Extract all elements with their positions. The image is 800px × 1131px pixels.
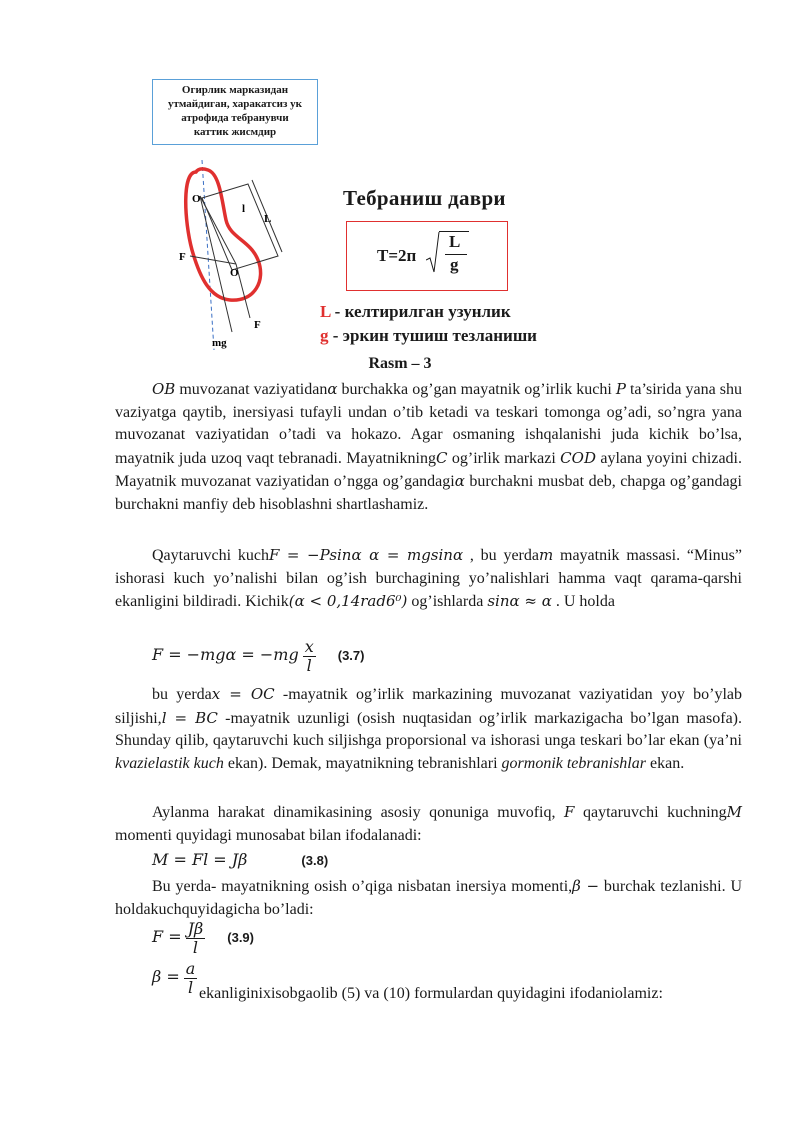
eq-lhs: F = xyxy=(152,927,182,947)
paragraph-4 xyxy=(115,801,742,847)
legend-text: - эркин тушиш тезланиши xyxy=(328,326,537,345)
eq-den: l xyxy=(306,656,312,675)
equation-number: (3.9) xyxy=(227,930,254,946)
text: . U holda xyxy=(551,593,615,610)
equation-number: (3.7) xyxy=(337,648,365,664)
italic-term: kvazielastik kuch xyxy=(115,754,224,772)
caption-line: атрофида тебранувчи xyxy=(181,112,289,124)
figure-number: Rasm – 3 xyxy=(368,355,432,372)
text: -mayatnik og’irlik markazining muvozanat vaziyatidan yoy bo’ylab siljishi, xyxy=(115,686,743,727)
vertical-axis xyxy=(202,160,214,350)
text: mayatnik massasi. “Minus” ishorasi kuch yo’nalishi bilan og’ish burchagining yo’nalishlari hamma vaqt qarama-qarshi ekanligini bildiradi. Kichik xyxy=(115,547,742,610)
text: og’ishlarda xyxy=(407,593,488,610)
label-o-top: O xyxy=(192,193,201,205)
paragraph-5 xyxy=(115,875,742,921)
figure-caption-box xyxy=(152,79,318,145)
force-mg-line xyxy=(200,196,232,332)
legend-text: - келтирилган узунлик xyxy=(330,302,511,321)
equation-3-9 xyxy=(152,920,254,957)
caption-line: Огирлик марказидан xyxy=(181,84,289,96)
paragraph-6 xyxy=(115,983,742,1006)
legend-g xyxy=(320,326,537,346)
eq-num: x xyxy=(304,637,314,656)
math-m: M xyxy=(726,803,742,821)
equation-3-7 xyxy=(152,638,364,675)
formula-lhs: T=2п xyxy=(377,246,417,265)
label-F-left: F xyxy=(179,251,186,263)
math-x-oc: x = OC xyxy=(211,685,275,703)
pendulum-rect xyxy=(202,184,278,270)
math-c: C xyxy=(435,448,448,467)
math-f: F xyxy=(564,803,575,821)
period-formula-box xyxy=(346,221,508,291)
text: ta’sirida yana shu vaziyatga qaytib, inersiyasi tufayli undan o’tib ketadi va teskari tomonga og’adi, so’ngra yana muvozanat vaziyatidan o’tadi va hokazo. Agar osmaning ishqalanishi juda kichik bo’lsa, mayatnik juda uzoq vaqt tebranadi. Mayatnikning xyxy=(115,381,743,467)
pendulum-body-outline xyxy=(186,169,261,300)
math-p: P xyxy=(615,380,626,398)
formula-numerator: L xyxy=(449,232,461,251)
eq-den: l xyxy=(192,938,198,957)
caption-line: каттик жисмдир xyxy=(193,126,277,138)
text: bu yerda xyxy=(152,686,212,703)
text: muvozanat vaziyatidan xyxy=(175,381,328,398)
legend-sym: L xyxy=(320,302,331,321)
italic-term: gormonik tebranishlar xyxy=(501,754,646,772)
text: burchakni musbat deb, chapga og’gandagi burchakni manfiy deb hisoblashni shartlashamiz. xyxy=(115,473,742,513)
text: aylana yoyini chizadi. Mayatnik muvozanat vaziyatidan o’ngga og’gandagi xyxy=(115,449,742,490)
label-L-big: L xyxy=(264,213,272,225)
text: momenti quyidagi munosabat bilan ifodalanadi: xyxy=(115,826,422,844)
paragraph-2 xyxy=(115,544,742,614)
paragraph-1 xyxy=(115,378,742,516)
math-m: m xyxy=(538,546,554,564)
legend-sym: g xyxy=(320,326,329,345)
eq-den: l xyxy=(187,978,194,997)
math-alpha: α xyxy=(327,380,338,398)
math-ob: OB xyxy=(152,380,176,398)
caption-line: утмайдиган, харакатсиз ук xyxy=(167,98,303,110)
label-l-small: l xyxy=(242,203,246,215)
text: qaytaruvchi kuchning xyxy=(574,804,727,821)
pendulum-diagram xyxy=(170,160,300,355)
math-force: F = −Psinα α = mgsinα xyxy=(268,546,464,564)
text: ekan). Demak, mayatnikning tebranishlari xyxy=(223,754,502,772)
math-alpha: α xyxy=(454,472,465,490)
label-o-mid: O xyxy=(230,267,239,279)
eq-lhs: β = xyxy=(152,967,180,987)
eq-lhs: F = −mgα = −mg xyxy=(152,645,299,665)
text: burchakka og’gan mayatnik og’irlik kuchi xyxy=(337,381,616,398)
period-title: Тебраниш даври xyxy=(343,186,506,210)
eq-fraction xyxy=(303,638,316,675)
text: og’irlik markazi xyxy=(447,449,561,467)
math-small-angle: (α < 0,14rad6⁰) xyxy=(288,592,408,610)
label-mg: mg xyxy=(212,337,227,349)
text: burchak tezlanishi. U holdakuchquyidagicha bo’ladi: xyxy=(115,878,743,918)
paragraph-3 xyxy=(115,683,742,775)
sqrt-sign xyxy=(426,230,440,274)
math-cod: COD xyxy=(560,448,596,467)
math-sin-approx: sinα ≈ α xyxy=(487,592,552,610)
eq-expr: M = Fl = Jβ xyxy=(152,850,248,869)
legend-L xyxy=(320,302,511,322)
eq-num: a xyxy=(185,959,196,978)
label-F-bottom: F xyxy=(254,319,261,331)
equation-number: (3.8) xyxy=(301,853,329,868)
eq-fraction xyxy=(186,920,206,957)
text: Qaytaruvchi kuch xyxy=(152,547,269,564)
text: ekanliginixisobgaolib (5) va (10) formulardan quyidagini ifodaniolamiz: xyxy=(199,985,663,1002)
equation-3-8 xyxy=(152,850,328,870)
text: Aylanma harakat dinamikasining asosiy qonuniga muvofiq, xyxy=(152,804,565,821)
eq-num: Jβ xyxy=(187,919,204,938)
math-l-bc: l = BC xyxy=(161,708,218,727)
math-beta: β − xyxy=(572,877,600,895)
formula-denominator: g xyxy=(450,255,459,274)
text: Bu yerda- mayatnikning osish o’qiga nisbatan inersiya momenti, xyxy=(152,878,573,895)
text: , bu yerda xyxy=(463,547,539,564)
text: -mayatnik uzunligi (osish nuqtasidan og’irlik markazigacha bo’lgan masofa). Shunday qilib, qaytaruvchi kuch siljishga proporsional va ishorasi unga teskari bo’lar ekan (ya’ni xyxy=(115,709,743,749)
text: ekan. xyxy=(645,754,685,772)
